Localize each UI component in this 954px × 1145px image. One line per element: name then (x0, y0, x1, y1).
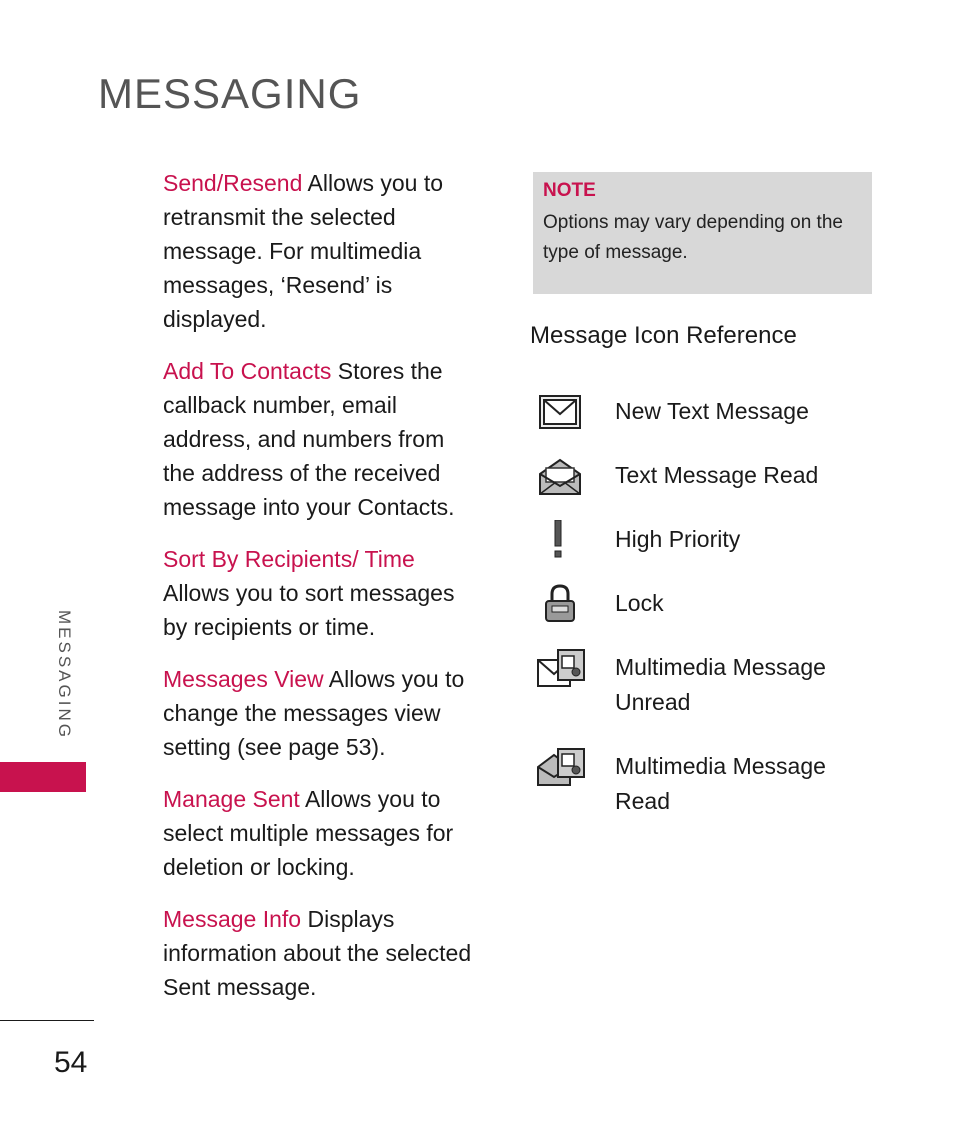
option-term: Add To Contacts (163, 358, 332, 384)
note-box (533, 172, 872, 294)
option-description: Allows you to retransmit the selected message. For multimedia messages, ‘Resend’ is displayed. (163, 170, 444, 332)
note-label: NOTE (543, 180, 596, 201)
option-description: Displays information about the selected Sent message. (163, 906, 472, 1000)
option-entry-messages-view (163, 662, 473, 764)
option-entry-sort-by (163, 542, 473, 644)
envelope-open-icon (536, 456, 588, 496)
icon-label: Text Message Read (615, 462, 819, 488)
option-description: Allows you to select multiple messages for deletion or locking. (163, 786, 454, 880)
icon-row-new-text (536, 392, 856, 456)
exclamation-icon (536, 520, 588, 560)
icon-row-text-read (536, 456, 856, 520)
option-description: Allows you to change the messages view setting (see page 53). (163, 666, 465, 760)
icon-row-multimedia-unread (536, 648, 856, 747)
option-description: Allows you to sort messages by recipients or time. (163, 580, 455, 640)
icon-reference-heading: Message Icon Reference (530, 322, 797, 349)
option-entry-message-info (163, 902, 473, 1004)
icon-label: Multimedia Message Read (615, 753, 826, 814)
multimedia-unread-icon (536, 648, 588, 688)
option-entry-manage-sent (163, 782, 473, 884)
page-title: MESSAGING (98, 70, 362, 117)
icon-row-multimedia-read (536, 747, 856, 827)
side-section-label: MESSAGING (55, 610, 74, 740)
icon-row-lock (536, 584, 856, 648)
option-entry-send-resend (163, 166, 473, 336)
option-term: Sort By Recipients/ Time (163, 546, 415, 572)
note-text: Options may vary depending on the type of message. (543, 212, 843, 263)
option-term: Send/Resend (163, 170, 303, 196)
lock-icon (536, 584, 588, 624)
icon-label: Multimedia Message Unread (615, 654, 826, 715)
options-list (163, 166, 473, 1022)
page-number: 54 (54, 1046, 88, 1079)
option-description: Stores the callback number, email address, and numbers from the address of the received message into your Contacts. (163, 358, 455, 520)
icon-label: New Text Message (615, 398, 809, 424)
icon-row-high-priority (536, 520, 856, 584)
option-entry-add-to-contacts (163, 354, 473, 524)
envelope-closed-icon (536, 392, 588, 432)
option-term: Messages View (163, 666, 324, 692)
section-tab-marker (0, 762, 86, 792)
icon-label: High Priority (615, 526, 741, 552)
multimedia-read-icon (536, 747, 588, 787)
page-number-rule (0, 1020, 94, 1021)
icon-label: Lock (615, 590, 664, 616)
icon-reference-list (536, 392, 856, 827)
option-term: Message Info (163, 906, 302, 932)
option-term: Manage Sent (163, 786, 300, 812)
